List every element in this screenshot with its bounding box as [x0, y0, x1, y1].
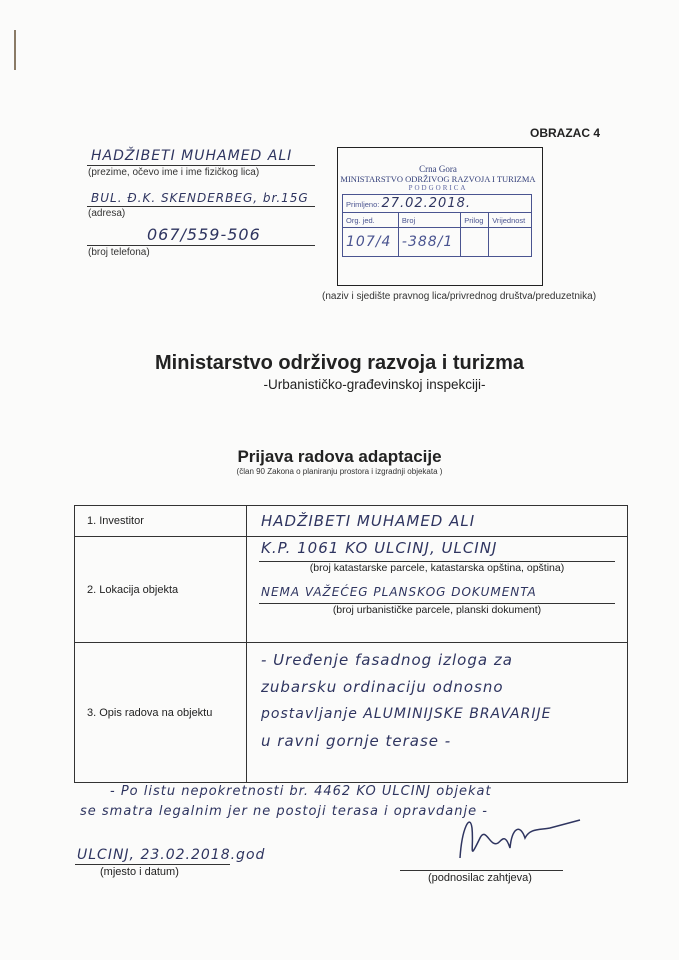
applicant-address-caption: (adresa) [88, 208, 126, 219]
stamp-col-org: Org. jed. [343, 213, 399, 228]
note-line: se smatra legalnim jer ne postoji terasa i opravdanje - [80, 804, 488, 819]
location-field[interactable] [247, 537, 628, 643]
binder-mark [14, 30, 16, 70]
cadastral-value: K.P. 1061 KO ULCINJ, ULCINJ [261, 539, 498, 557]
applicant-phone-caption: (broj telefona) [88, 247, 150, 258]
stamp-country: Crna Gora [419, 164, 457, 174]
place-date-value: ULCINJ, 23.02.2018.god [77, 847, 266, 863]
ministry-title: Ministarstvo održivog razvoja i turizma [155, 352, 524, 374]
description-line: - Uređenje fasadnog izloga za [261, 651, 513, 669]
form-title: Prijava radova adaptacije [237, 447, 442, 466]
stamp-org-unit: 107/4 [343, 228, 399, 257]
description-field[interactable] [247, 643, 628, 783]
stamp-grid [342, 194, 532, 257]
stamp-col-value: Vrijednost [489, 213, 532, 228]
registry-stamp [340, 164, 536, 250]
department-subtitle: -Urbanističko-građevinskoj inspekciji- [263, 377, 486, 392]
applicant-address-value: BUL. Đ.K. SKENDERBEG, br.15G [91, 191, 309, 205]
applicant-address-field[interactable] [87, 186, 315, 207]
investor-label: 1. Investitor [75, 506, 247, 537]
stamp-number: -388/1 [398, 228, 460, 257]
stamp-ministry: MINISTARSTVO ODRŽIVOG RAZVOJA I TURIZMA [340, 174, 536, 184]
cadastral-caption: (broj katastarske parcele, katastarska opština, opština) [309, 562, 565, 574]
stamp-col-number: Broj [398, 213, 460, 228]
form-table [74, 505, 628, 783]
description-line: zubarsku ordinaciju odnosno [261, 678, 504, 696]
planning-doc-caption: (broj urbanističke parcele, planski dokument) [332, 604, 542, 616]
form-code: OBRAZAC 4 [530, 126, 601, 140]
applicant-name-value: HADŽIBETI MUHAMED ALI [91, 148, 293, 164]
row-description [75, 643, 628, 783]
description-line: u ravni gornje terase - [261, 732, 452, 750]
stamp-attachment [461, 228, 489, 257]
investor-field[interactable] [247, 506, 628, 537]
investor-value: HADŽIBETI MUHAMED ALI [261, 512, 476, 530]
signature-icon [450, 808, 600, 868]
stamp-received-date: 27.02.2018. [381, 196, 472, 211]
description-line: postavljanje ALUMINIJSKE BRAVARIJE [261, 706, 552, 722]
description-label: 3. Opis radova na objektu [75, 643, 247, 783]
location-label: 2. Lokacija objekta [75, 537, 247, 643]
stamp-value [489, 228, 532, 257]
place-date-field[interactable] [75, 842, 266, 865]
note-line: - Po listu nepokretnosti br. 4462 KO ULCINJ objekat [110, 784, 492, 799]
stamp-city: PODGORICA [408, 184, 468, 192]
row-investor [75, 506, 628, 537]
row-location [75, 537, 628, 643]
applicant-name-caption: (prezime, očevo ime i ime fizičkog lica) [88, 167, 260, 178]
legal-basis: (član 90 Zakona o planiranju prostora i izgradnji objekata ) [236, 467, 443, 476]
planning-doc-value: NEMA VAŽEĆEG PLANSKOG DOKUMENTA [261, 585, 537, 599]
place-date-caption: (mjesto i datum) [100, 866, 179, 878]
legal-entity-caption: (naziv i sjedište pravnog lica/privrednog društva/preduzetnika) [322, 291, 597, 302]
signature-caption: (podnosilac zahtjeva) [428, 872, 532, 884]
applicant-phone-value: 067/559-506 [147, 225, 261, 244]
applicant-name-field[interactable] [87, 145, 315, 166]
stamp-received-label: Primljeno: [346, 200, 380, 209]
applicant-phone-field[interactable] [87, 225, 315, 246]
stamp-col-attachment: Prilog [461, 213, 489, 228]
